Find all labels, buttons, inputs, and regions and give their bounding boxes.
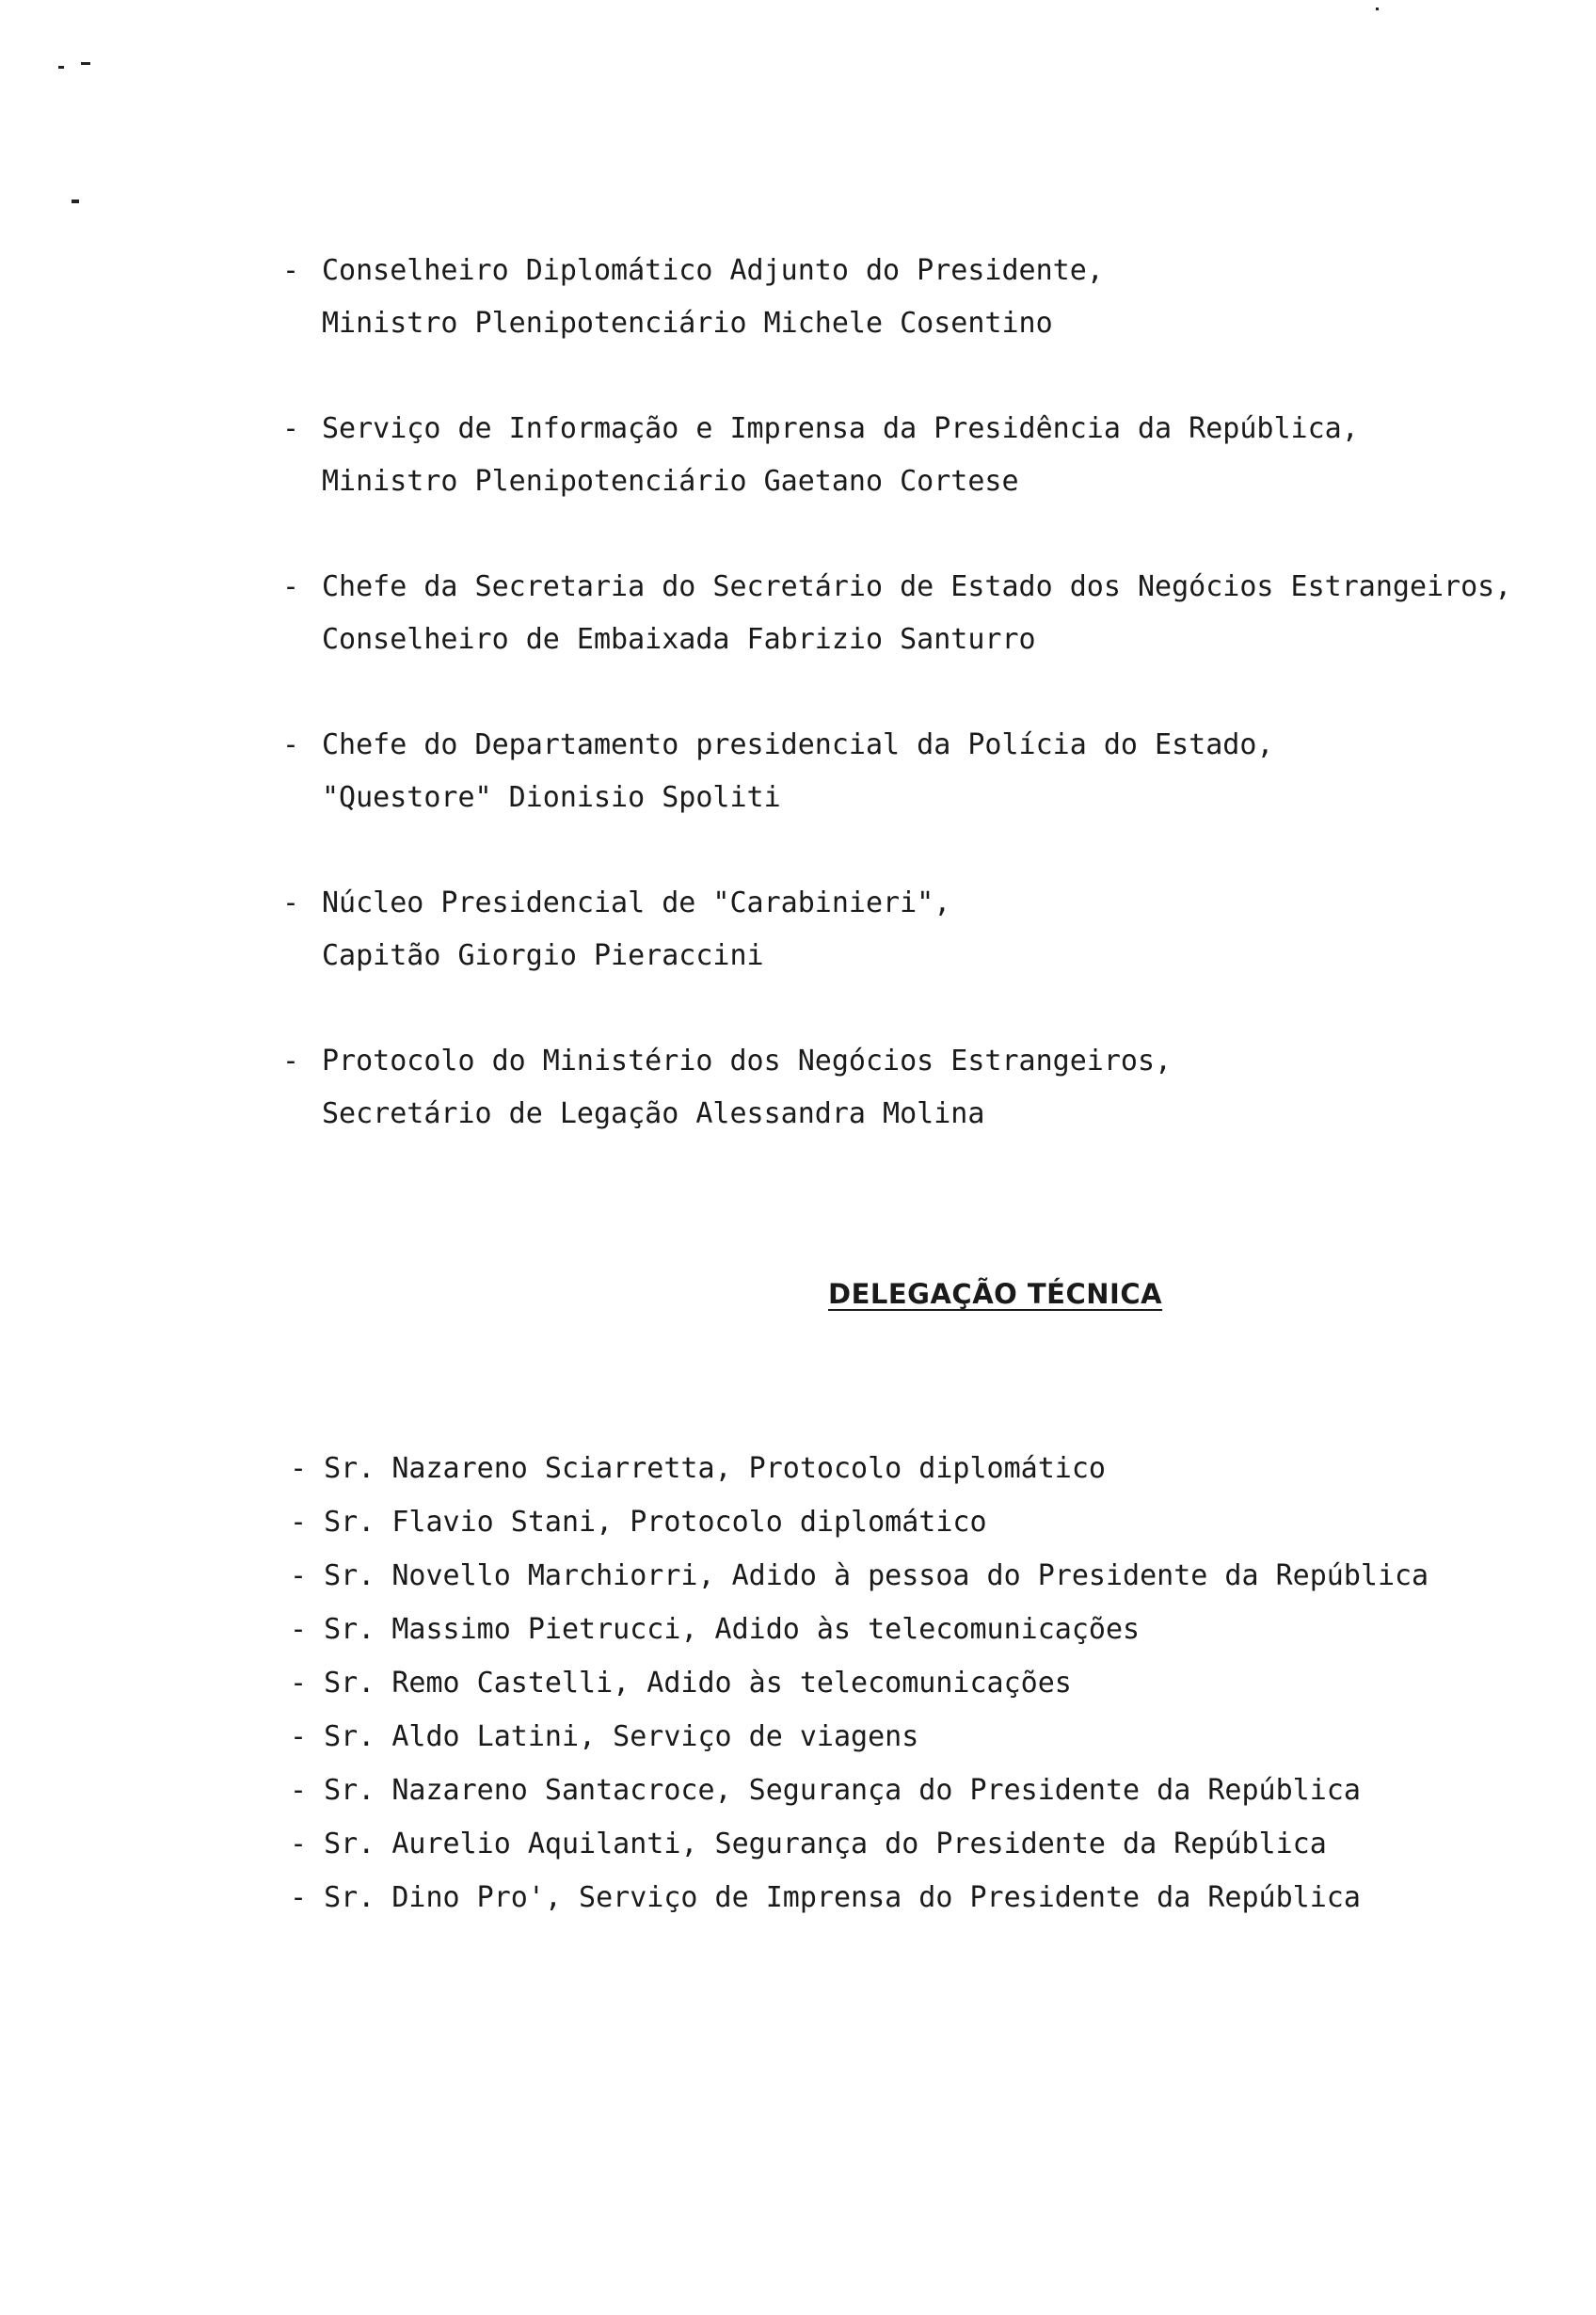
- scan-speck: [58, 66, 64, 69]
- list-item: [282, 719, 1581, 877]
- entry-role: Conselheiro Diplomático Adjunto do Presidente,: [322, 254, 1104, 287]
- list-dash: -: [282, 1045, 300, 1078]
- entry-role: Protocolo do Ministério dos Negócios Estrangeiros,: [322, 1045, 1173, 1078]
- entry-line-1: [282, 1035, 1581, 1088]
- entry-role: Serviço de Informação e Imprensa da Presidência da República,: [322, 412, 1359, 445]
- section-heading: DELEGAÇÃO TÉCNICA: [828, 1278, 1163, 1310]
- entry-person: Ministro Plenipotenciário Gaetano Cortese: [322, 465, 1019, 498]
- entry-person: Ministro Plenipotenciário Michele Cosentino: [322, 307, 1053, 340]
- scan-speck: [1376, 8, 1379, 10]
- list-item: - Sr. Flavio Stani, Protocolo diplomático: [290, 1506, 987, 1539]
- list-item: [282, 245, 1581, 403]
- entry-line-1: [282, 561, 1581, 614]
- entry-role: Núcleo Presidencial de "Carabinieri",: [322, 886, 951, 919]
- list-item: [282, 403, 1581, 561]
- list-item: - Sr. Nazareno Sciarretta, Protocolo diplomático: [290, 1452, 1106, 1485]
- list-dash: -: [282, 570, 300, 603]
- list-item: - Sr. Dino Pro', Serviço de Imprensa do Presidente da República: [290, 1881, 1361, 1914]
- list-item: - Sr. Aurelio Aquilanti, Segurança do Presidente da República: [290, 1828, 1327, 1860]
- entry-line-1: [282, 877, 1581, 930]
- list-dash: -: [282, 886, 300, 919]
- entry-role: Chefe da Secretaria do Secretário de Estado dos Negócios Estrangeiros,: [322, 570, 1512, 603]
- list-dash: -: [282, 254, 300, 287]
- entry-line-1: [282, 245, 1581, 297]
- list-item: - Sr. Novello Marchiorri, Adido à pessoa do Presidente da República: [290, 1559, 1429, 1592]
- list-item: [282, 561, 1581, 719]
- list-item: - Sr. Nazareno Santacroce, Segurança do Presidente da República: [290, 1774, 1361, 1807]
- officials-list: [282, 245, 1581, 1193]
- list-item: [282, 1035, 1581, 1193]
- entry-role: Chefe do Departamento presidencial da Polícia do Estado,: [322, 728, 1274, 761]
- entry-person: Capitão Giorgio Pieraccini: [322, 939, 764, 972]
- entry-person: Conselheiro de Embaixada Fabrizio Santurro: [322, 623, 1036, 656]
- entry-line-1: [282, 719, 1581, 772]
- technical-delegation-list: [290, 1442, 1588, 1924]
- list-item: [282, 877, 1581, 1035]
- scan-speck: [81, 62, 90, 65]
- entry-person: "Questore" Dionisio Spoliti: [322, 781, 781, 814]
- list-dash: -: [282, 412, 300, 445]
- list-item: - Sr. Massimo Pietrucci, Adido às telecomunicações: [290, 1613, 1141, 1646]
- list-item: - Sr. Aldo Latini, Serviço de viagens: [290, 1720, 919, 1753]
- entry-person: Secretário de Legação Alessandra Molina: [322, 1097, 985, 1130]
- list-dash: -: [282, 728, 300, 761]
- entry-line-1: [282, 403, 1581, 455]
- scan-speck: [72, 200, 79, 203]
- list-item: - Sr. Remo Castelli, Adido às telecomunicações: [290, 1667, 1072, 1700]
